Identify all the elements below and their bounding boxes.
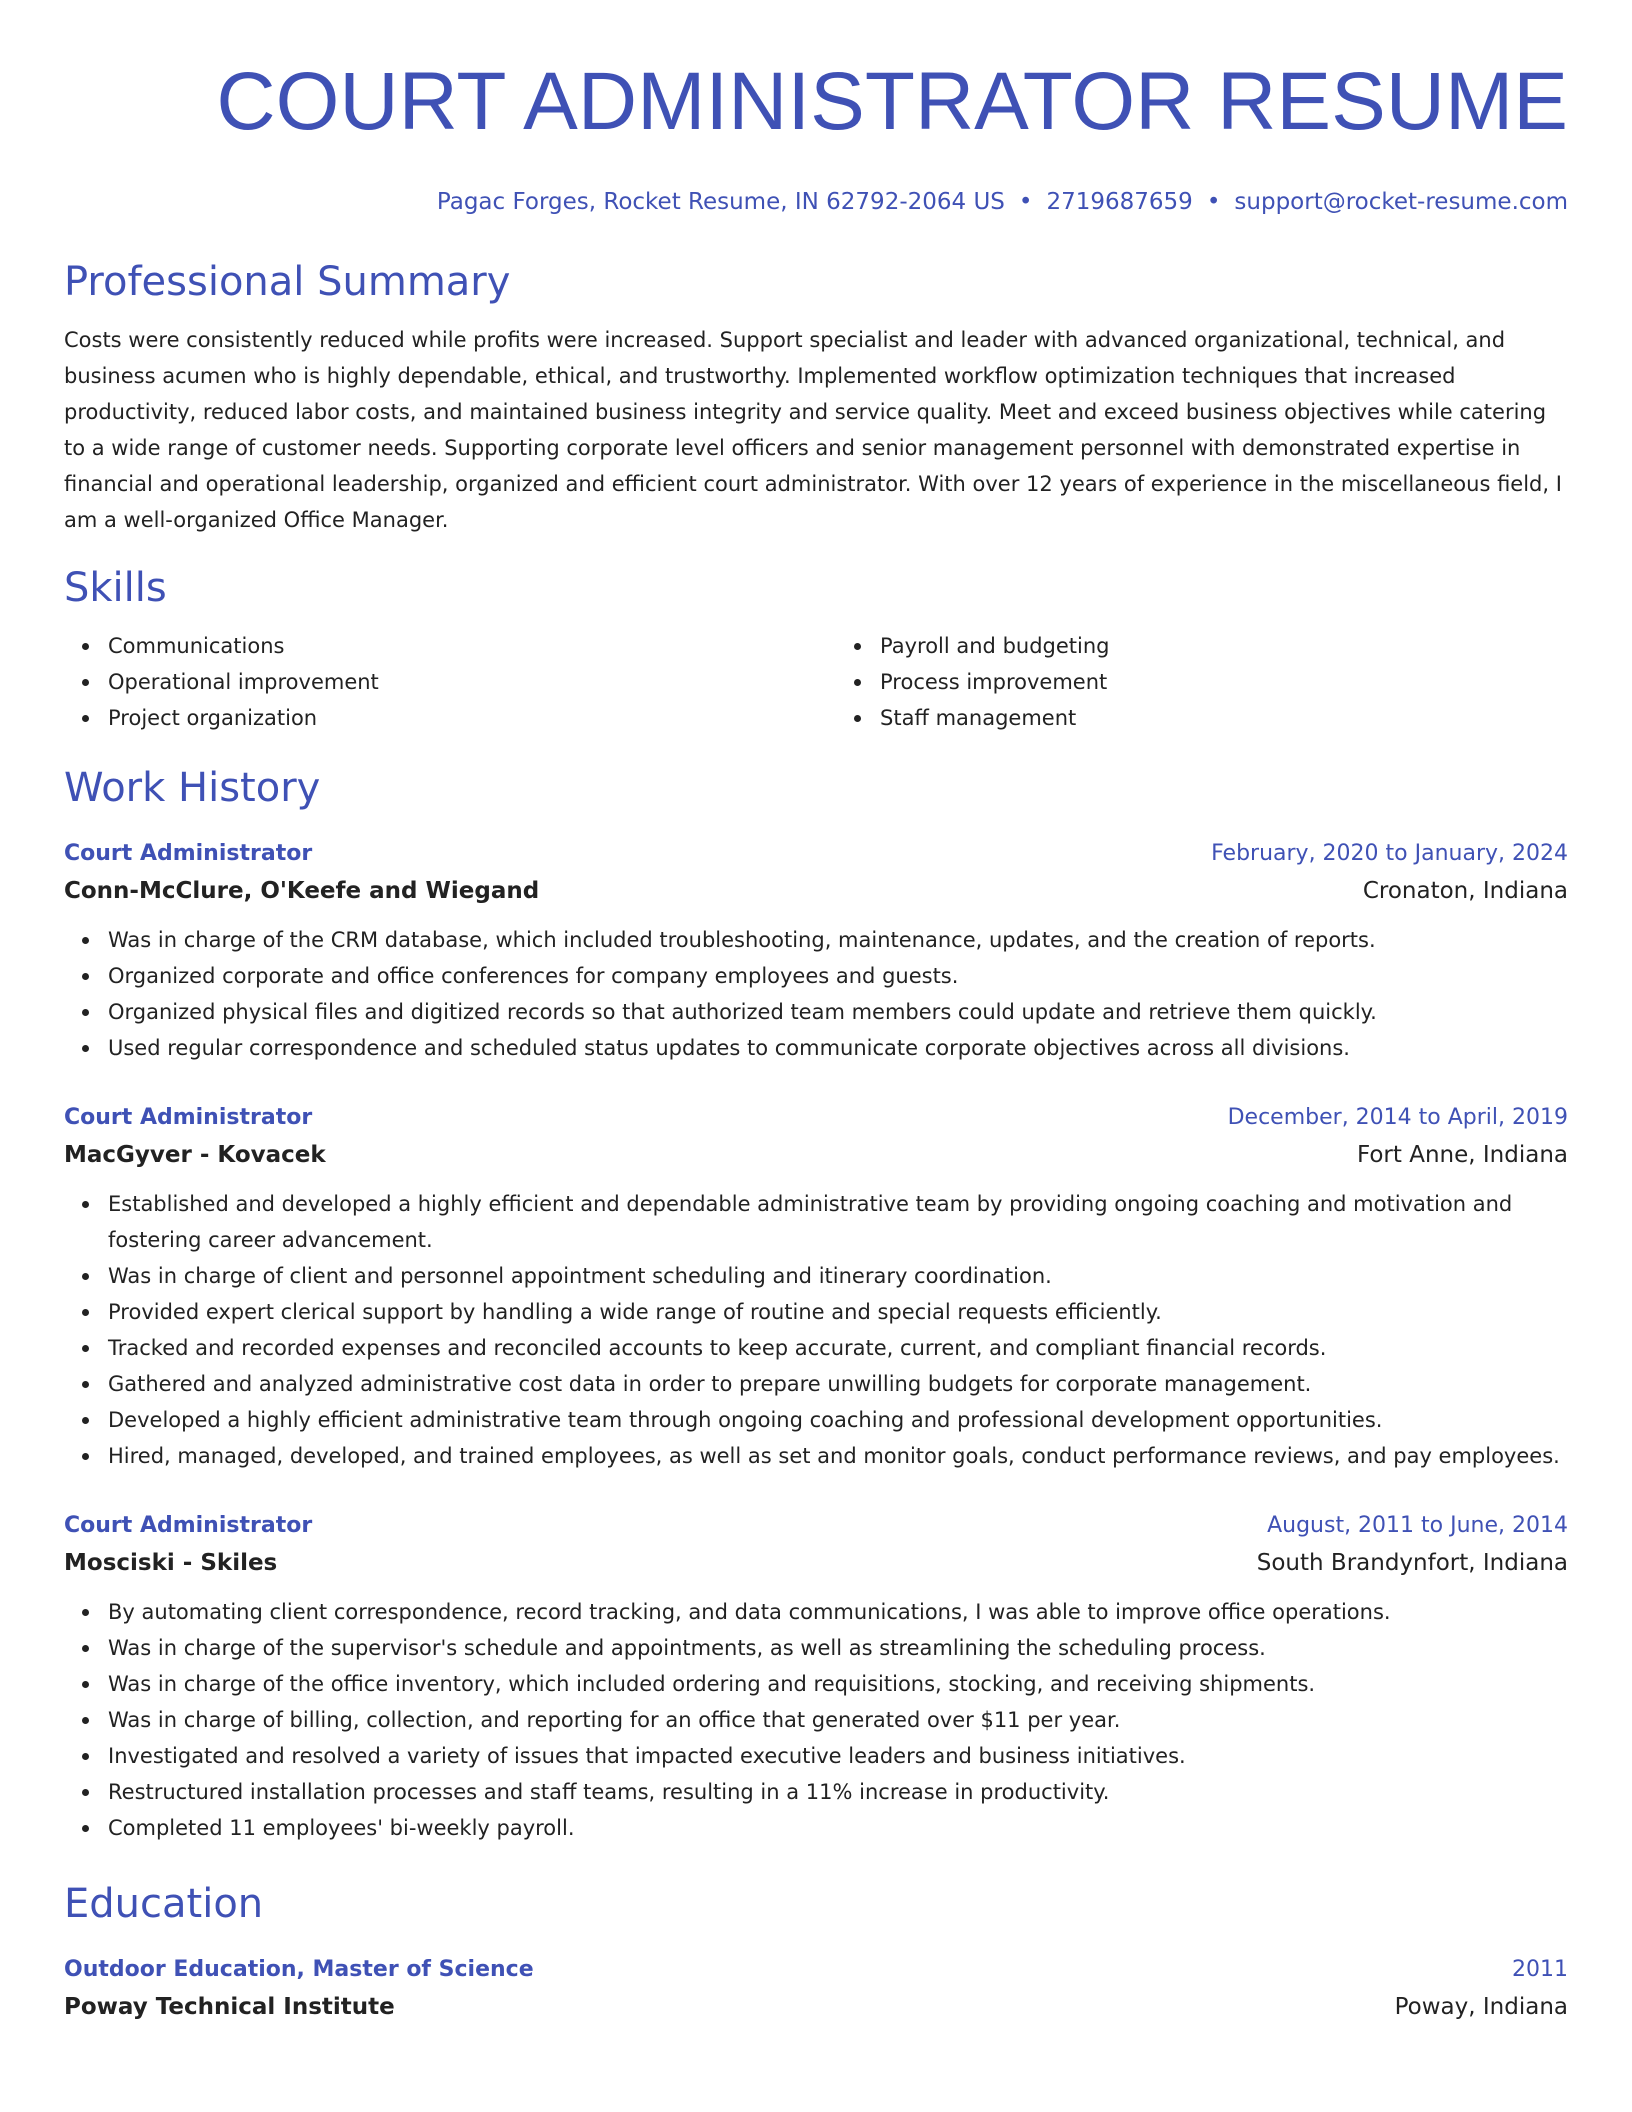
- job-bullet: Tracked and recorded expenses and reconciled accounts to keep accurate, current, and compliant financial records.: [64, 1330, 1568, 1366]
- job-bullet: Organized physical files and digitized records so that authorized team members could update and retrieve them quickly.: [64, 994, 1568, 1030]
- education-school: Poway Technical Institute: [64, 1994, 395, 2020]
- job-title-row: [64, 1508, 1568, 1544]
- job-title-row: [64, 836, 1568, 872]
- skill-item: Payroll and budgeting: [836, 628, 1568, 664]
- job-bullets: [64, 922, 1568, 1066]
- job-bullet: Was in charge of the office inventory, which included ordering and requisitions, stocking, and receiving shipments.: [64, 1666, 1568, 1702]
- job-bullet: Provided expert clerical support by handling a wide range of routine and special requests efficiently.: [64, 1294, 1568, 1330]
- job-company-row: [64, 872, 1568, 910]
- job-company-row: [64, 1544, 1568, 1582]
- job-entry: [64, 836, 1568, 1066]
- job-bullet: Established and developed a highly efficient and dependable administrative team by providing ongoing coaching and motivation and fostering career advancement.: [64, 1186, 1568, 1258]
- skills-column-right: [836, 628, 1568, 736]
- job-dates: December, 2014 to April, 2019: [1227, 1105, 1568, 1130]
- summary-heading: Professional Summary: [64, 259, 511, 305]
- job-title: Court Administrator: [64, 841, 313, 866]
- job-dates: August, 2011 to June, 2014: [1267, 1513, 1568, 1538]
- skills-heading: Skills: [64, 565, 167, 611]
- skill-item: Project organization: [64, 700, 796, 736]
- education-year: 2011: [1512, 1957, 1568, 1982]
- summary-text: Costs were consistently reduced while profits were increased. Support specialist and leader with advanced organizational, technical, and business acumen who is highly dependable, ethical, and trustworthy. Implemented workflow optimization techniques that increased productivity, reduced labor costs, and maintained business integrity and service quality. Meet and exceed business objectives while catering to a wide range of customer needs. Supporting corporate level officers and senior management personnel with demonstrated expertise in financial and operational leadership, organized and efficient court administrator. With over 12 years of experience in the miscellaneous field, I am a well-organized Office Manager.: [64, 328, 1562, 532]
- contact-line: [64, 186, 1568, 218]
- job-bullet: Restructured installation processes and staff teams, resulting in a 11% increase in productivity.: [64, 1774, 1568, 1810]
- job-location: South Brandynfort, Indiana: [1256, 1550, 1568, 1576]
- job-bullets: [64, 1186, 1568, 1474]
- job-bullet: Was in charge of the supervisor's schedule and appointments, as well as streamlining the scheduling process.: [64, 1630, 1568, 1666]
- resume-header: [64, 0, 1568, 218]
- education-degree-row: [64, 1952, 1568, 1988]
- job-location: Cronaton, Indiana: [1362, 878, 1568, 904]
- skills-column-left: [64, 628, 796, 736]
- education-school-row: [64, 1988, 1568, 2026]
- contact-separator: •: [1206, 189, 1221, 215]
- job-location: Fort Anne, Indiana: [1356, 1142, 1568, 1168]
- skill-item: Staff management: [836, 700, 1568, 736]
- job-bullet: Was in charge of client and personnel appointment scheduling and itinerary coordination.: [64, 1258, 1568, 1294]
- job-bullet: By automating client correspondence, record tracking, and data communications, I was able to improve office operations.: [64, 1594, 1568, 1630]
- job-title: Court Administrator: [64, 1513, 313, 1538]
- contact-email: support@rocket-resume.com: [1234, 189, 1568, 215]
- job-dates: February, 2020 to January, 2024: [1211, 841, 1568, 866]
- skill-item: Process improvement: [836, 664, 1568, 700]
- job-company: MacGyver - Kovacek: [64, 1142, 326, 1168]
- job-title-row: [64, 1100, 1568, 1136]
- job-company: Conn-McClure, O'Keefe and Wiegand: [64, 878, 540, 904]
- job-company: Mosciski - Skiles: [64, 1550, 278, 1576]
- contact-address: Pagac Forges, Rocket Resume, IN 62792-2064 US: [436, 189, 1005, 215]
- education-degree: Outdoor Education, Master of Science: [64, 1957, 534, 1982]
- resume-title: COURT ADMINISTRATOR RESUME: [216, 56, 1568, 147]
- education-location: Poway, Indiana: [1394, 1994, 1568, 2020]
- job-bullet: Investigated and resolved a variety of issues that impacted executive leaders and business initiatives.: [64, 1738, 1568, 1774]
- job-entry: [64, 1100, 1568, 1474]
- job-bullet: Was in charge of the CRM database, which included troubleshooting, maintenance, updates, and the creation of reports.: [64, 922, 1568, 958]
- work-history-heading: Work History: [64, 765, 321, 811]
- job-bullet: Hired, managed, developed, and trained employees, as well as set and monitor goals, conduct performance reviews, and pay employees.: [64, 1438, 1568, 1474]
- job-bullet: Organized corporate and office conferences for company employees and guests.: [64, 958, 1568, 994]
- job-bullet: Gathered and analyzed administrative cost data in order to prepare unwilling budgets for corporate management.: [64, 1366, 1568, 1402]
- contact-phone: 2719687659: [1046, 189, 1193, 215]
- job-bullet: Was in charge of billing, collection, and reporting for an office that generated over $11 per year.: [64, 1702, 1568, 1738]
- skills-grid: [64, 628, 1568, 736]
- job-bullet: Used regular correspondence and scheduled status updates to communicate corporate objectives across all divisions.: [64, 1030, 1568, 1066]
- job-bullet: Developed a highly efficient administrative team through ongoing coaching and professional development opportunities.: [64, 1402, 1568, 1438]
- education-heading: Education: [64, 1881, 264, 1927]
- job-title: Court Administrator: [64, 1105, 313, 1130]
- job-bullet: Completed 11 employees' bi-weekly payroll.: [64, 1810, 1568, 1846]
- education-entry: [64, 1952, 1568, 2026]
- job-bullets: [64, 1594, 1568, 1846]
- skill-item: Communications: [64, 628, 796, 664]
- contact-separator: •: [1018, 189, 1033, 215]
- skill-item: Operational improvement: [64, 664, 796, 700]
- job-company-row: [64, 1136, 1568, 1174]
- job-entry: [64, 1508, 1568, 1846]
